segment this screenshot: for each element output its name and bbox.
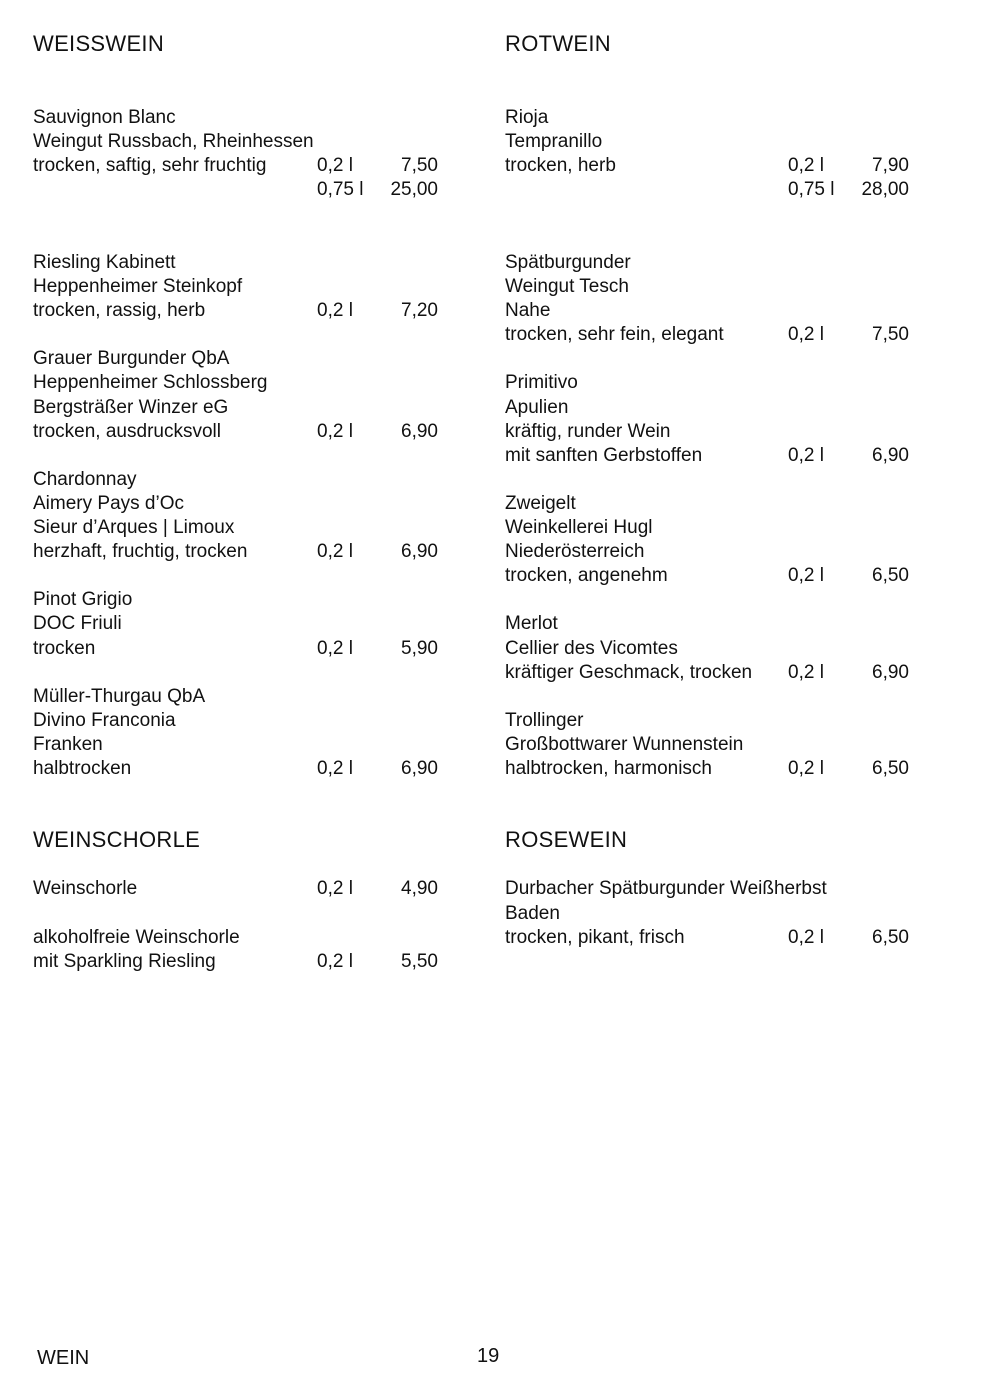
wine-detail: Nahe [505,300,551,321]
wine-name: Pinot Grigio [33,589,133,610]
wine-name: Riesling Kabinett [33,252,176,273]
wine-name: Rioja [505,107,549,128]
wine-detail: Bergsträßer Winzer eG [33,397,229,418]
wine-price: 4,90 [401,878,438,899]
wine-detail: trocken, angenehm [505,565,668,586]
wine-volume: 0,75 l [788,179,835,200]
wine-detail: Heppenheimer Schlossberg [33,372,268,393]
wine-volume: 0,2 l [788,565,824,586]
wine-volume: 0,2 l [317,541,353,562]
wine-volume: 0,2 l [317,951,353,972]
wine-price: 25,00 [390,179,438,200]
wine-price: 6,50 [872,758,909,779]
wine-name: Müller-Thurgau QbA [33,686,206,707]
section-title-rotwein: ROTWEIN [505,31,611,56]
wine-detail: Tempranillo [505,131,603,152]
wine-price: 7,50 [872,324,909,345]
wine-detail: Weingut Russbach, Rheinhessen [33,131,314,152]
wine-detail: trocken, herb [505,155,616,176]
wine-price: 6,90 [872,445,909,466]
wine-price: 7,90 [872,155,909,176]
wine-price: 6,50 [872,565,909,586]
wine-name: Primitivo [505,372,578,393]
wine-name: Durbacher Spätburgunder Weißherbst [505,878,827,899]
wine-detail: herzhaft, fruchtig, trocken [33,541,248,562]
wine-detail: mit sanften Gerbstoffen [505,445,703,466]
wine-price: 6,90 [872,662,909,683]
wine-price: 5,90 [401,638,438,659]
wine-price: 6,90 [401,541,438,562]
wine-detail: trocken, sehr fein, elegant [505,324,724,345]
wine-name: Sauvignon Blanc [33,107,176,128]
wine-detail: trocken, ausdrucksvoll [33,421,221,442]
wine-detail: halbtrocken [33,758,132,779]
wine-name: Merlot [505,613,558,634]
wine-detail: halbtrocken, harmonisch [505,758,712,779]
wine-volume: 0,2 l [788,662,824,683]
wine-name: Zweigelt [505,493,576,514]
wine-price: 28,00 [861,179,909,200]
wine-volume: 0,2 l [317,155,353,176]
wine-name: Grauer Burgunder QbA [33,348,230,369]
wine-detail: kräftig, runder Wein [505,421,671,442]
wine-detail: mit Sparkling Riesling [33,951,216,972]
wine-price: 5,50 [401,951,438,972]
footer-label: WEIN [37,1347,90,1369]
wine-volume: 0,2 l [317,878,353,899]
wine-volume: 0,75 l [317,179,364,200]
wine-price: 6,90 [401,421,438,442]
wine-detail: Franken [33,734,103,755]
wine-detail: Weinkellerei Hugl [505,517,653,538]
wine-detail: kräftiger Geschmack, trocken [505,662,753,683]
section-title-rosewein: ROSEWEIN [505,827,628,852]
page-number: 19 [477,1345,500,1367]
wine-volume: 0,2 l [317,638,353,659]
wine-volume: 0,2 l [788,445,824,466]
wine-volume: 0,2 l [788,758,824,779]
wine-detail: Aimery Pays d’Oc [33,493,184,514]
wine-volume: 0,2 l [788,927,824,948]
section-title-weinschorle: WEINSCHORLE [33,827,201,852]
wine-detail: Apulien [505,397,569,418]
wine-detail: Niederösterreich [505,541,645,562]
wine-detail: Großbottwarer Wunnenstein [505,734,744,755]
wine-detail: Heppenheimer Steinkopf [33,276,243,297]
wine-price: 6,50 [872,927,909,948]
wine-volume: 0,2 l [788,155,824,176]
wine-detail: Divino Franconia [33,710,176,731]
wine-detail: trocken, saftig, sehr fruchtig [33,155,267,176]
wine-detail: Weingut Tesch [505,276,629,297]
wine-volume: 0,2 l [317,421,353,442]
wine-price: 7,50 [401,155,438,176]
wine-name: alkoholfreie Weinschorle [33,927,240,948]
wine-detail: trocken, pikant, frisch [505,927,685,948]
wine-detail: trocken [33,638,96,659]
wine-name: Trollinger [505,710,584,731]
wine-detail: Baden [505,903,560,924]
wine-detail: Sieur d’Arques | Limoux [33,517,235,538]
wine-volume: 0,2 l [317,758,353,779]
wine-name: Weinschorle [33,878,138,899]
section-title-weisswein: WEISSWEIN [33,31,165,56]
wine-detail: Cellier des Vicomtes [505,638,678,659]
wine-name: Spätburgunder [505,252,631,273]
wine-name: Chardonnay [33,469,137,490]
wine-detail: trocken, rassig, herb [33,300,206,321]
wine-price: 7,20 [401,300,438,321]
wine-volume: 0,2 l [317,300,353,321]
wine-price: 6,90 [401,758,438,779]
wine-volume: 0,2 l [788,324,824,345]
wine-detail: DOC Friuli [33,613,122,634]
